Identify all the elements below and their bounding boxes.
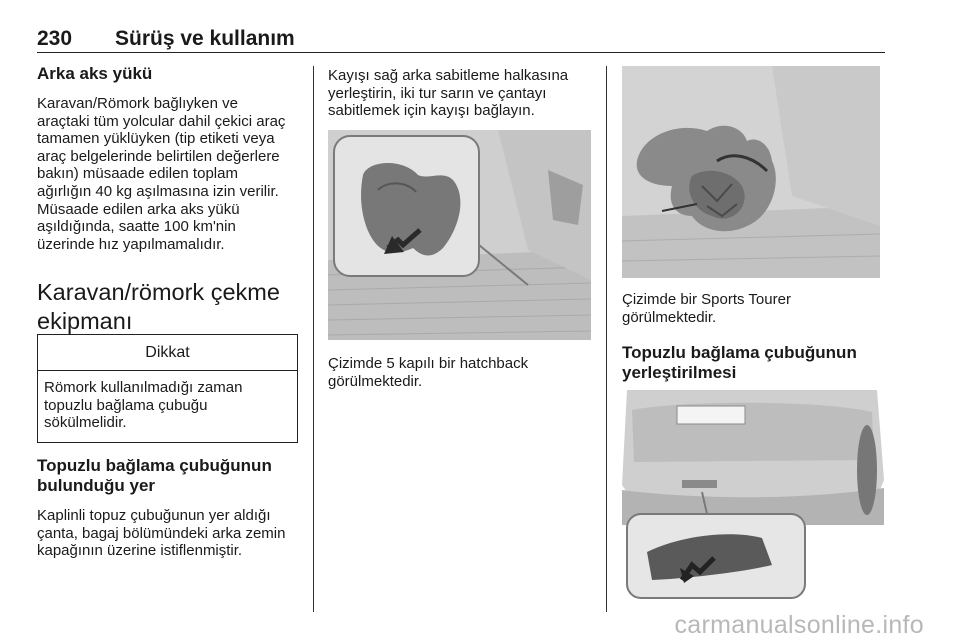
page-header bbox=[37, 27, 885, 53]
text-line: çanta, bagaj bölümündeki arka zemin bbox=[37, 524, 286, 542]
text-line: Römork kullanılmadığı zaman bbox=[44, 379, 243, 396]
caution-text bbox=[38, 371, 297, 440]
text-line: Karavan/Römork bağlıyken ve bbox=[37, 95, 238, 112]
sports-tourer-trunk-illustration bbox=[622, 66, 880, 278]
chapter-title: Sürüş ve kullanım bbox=[115, 27, 295, 50]
hatchback-caption bbox=[328, 355, 528, 390]
watermark: carmanualsonline.info bbox=[674, 611, 924, 639]
text-line: Çizimde 5 kapılı bir hatchback bbox=[328, 355, 529, 372]
column-divider bbox=[313, 66, 314, 612]
text-line: topuzlu bağlama çubuğu bbox=[44, 396, 208, 414]
text-line: sökülmelidir. bbox=[44, 414, 127, 432]
rear-axle-heading: Arka aks yükü bbox=[37, 64, 153, 83]
text-line: araç belgelerinde belirtilen değerlere bbox=[37, 147, 280, 165]
text-line: Çizimde bir Sports Tourer bbox=[622, 291, 791, 308]
text-line: araçtaki tüm yolcular dahil çekici araç bbox=[37, 112, 286, 130]
text-line: görülmektedir. bbox=[622, 308, 717, 326]
page-number: 230 bbox=[37, 27, 73, 50]
storage-heading bbox=[37, 456, 272, 496]
heading-line: Karavan/römork çekme bbox=[37, 279, 280, 305]
heading-line: yerleştirilmesi bbox=[622, 363, 737, 382]
storage-paragraph bbox=[37, 507, 307, 560]
text-line: kapağının üzerine istiflenmiştir. bbox=[37, 542, 243, 560]
text-line: tamamen yüklüyken (tip etiketi veya bbox=[37, 130, 275, 148]
heading-line: Topuzlu bağlama çubuğunun bbox=[37, 456, 272, 475]
fitting-heading bbox=[622, 343, 857, 383]
text-line: yerleştirin, iki tur sarın ve çantayı bbox=[328, 84, 547, 102]
text-line: ağırlığın 40 kg aşılmasına izin verilir. bbox=[37, 182, 279, 200]
towing-equipment-heading bbox=[37, 278, 280, 336]
text-line: Kayışı sağ arka sabitleme halkasına bbox=[328, 67, 569, 84]
rear-axle-paragraph bbox=[37, 95, 307, 253]
caution-box bbox=[37, 334, 298, 443]
heading-line: ekipmanı bbox=[37, 308, 133, 334]
text-line: Kaplinli topuz çubuğunun yer aldığı bbox=[37, 507, 271, 524]
heading-line: Topuzlu bağlama çubuğunun bbox=[622, 343, 857, 362]
text-line: sabitlemek için kayışı bağlayın. bbox=[328, 102, 535, 120]
text-line: aşıldığında, saatte 100 km'nin bbox=[37, 218, 236, 236]
heading-line: bulunduğu yer bbox=[37, 476, 156, 495]
rear-bumper-illustration bbox=[622, 390, 884, 600]
text-line: görülmektedir. bbox=[328, 372, 423, 390]
sports-tourer-caption bbox=[622, 291, 791, 326]
caution-title: Dikkat bbox=[38, 335, 297, 371]
hatchback-trunk-illustration bbox=[328, 130, 591, 340]
strap-instruction-paragraph bbox=[328, 67, 598, 120]
text-line: üzerinde hız yapılmamalıdır. bbox=[37, 235, 225, 253]
text-line: bakın) müsaade edilen toplam bbox=[37, 165, 238, 183]
text-line: Müsaade edilen arka aks yükü bbox=[37, 200, 240, 218]
column-divider bbox=[606, 66, 607, 612]
